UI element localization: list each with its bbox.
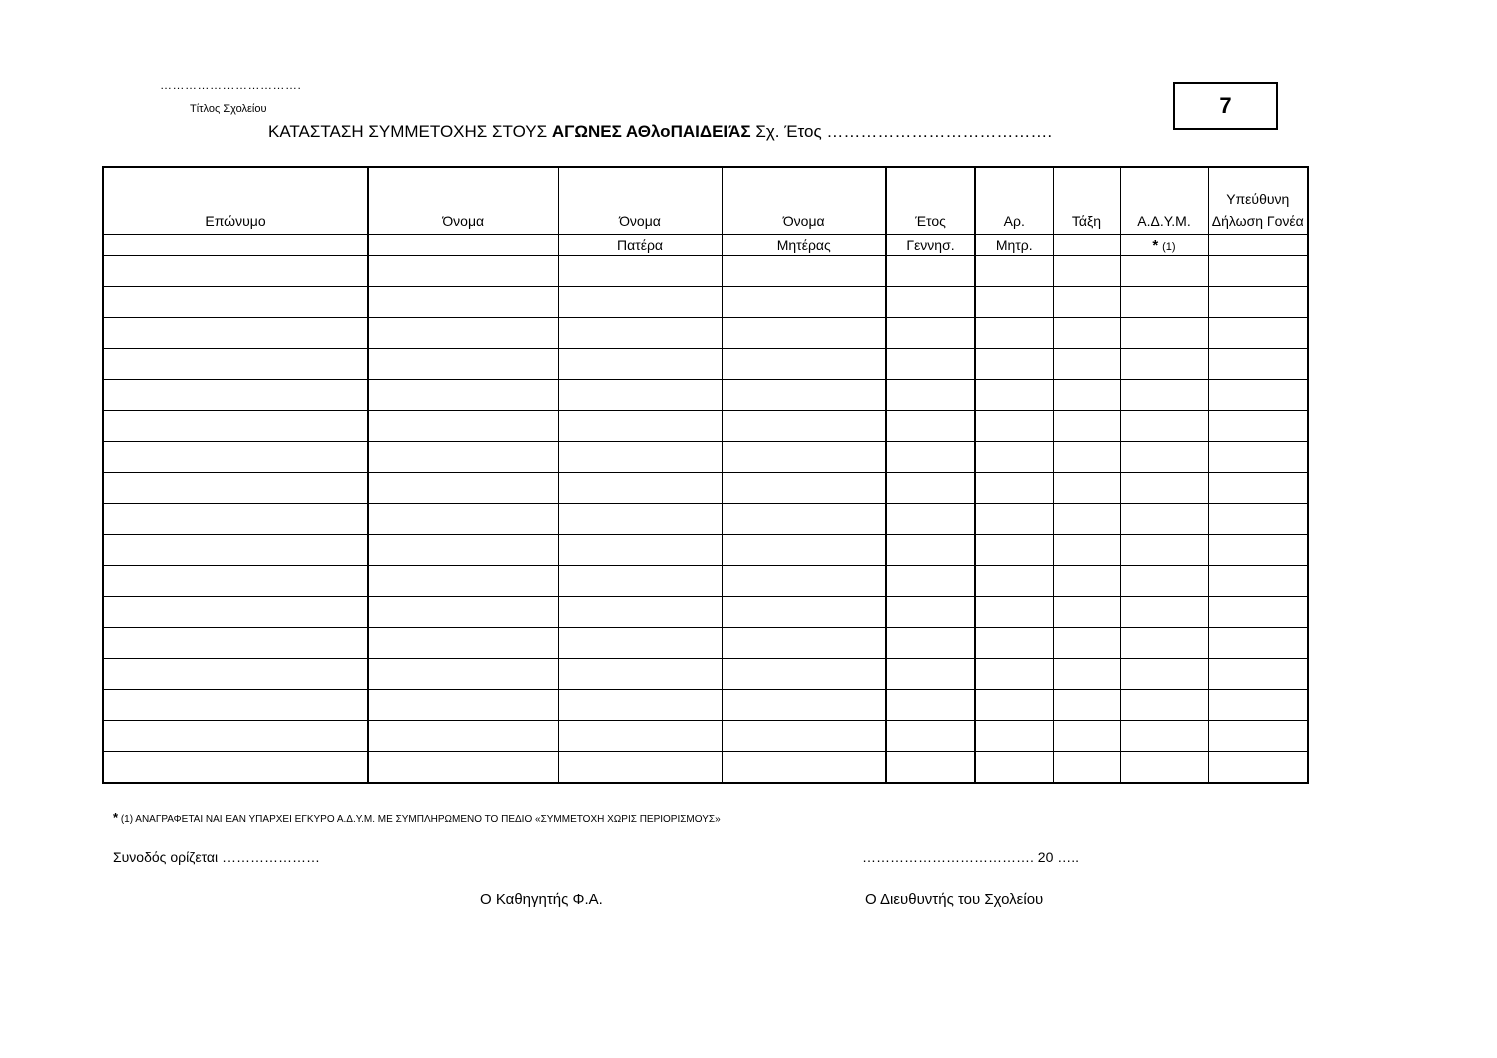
table-cell[interactable] <box>1053 473 1120 504</box>
table-cell[interactable] <box>1120 318 1208 349</box>
table-cell[interactable] <box>1053 411 1120 442</box>
director-signature-label: Ο Διευθυντής του Σχολείου <box>865 891 1044 908</box>
subheader-registry: Μητρ. <box>975 235 1053 256</box>
date-field: ………………………………. 20 ….. <box>862 849 1080 865</box>
table-cell[interactable] <box>103 535 368 566</box>
table-cell[interactable] <box>1120 752 1208 784</box>
table-cell[interactable] <box>1120 721 1208 752</box>
title-bold: ΑΓΩΝΕΣ ΑΘλοΠΑΙΔΕΙΆΣ <box>551 122 751 141</box>
table-cell[interactable] <box>1120 628 1208 659</box>
table-cell[interactable] <box>975 442 1053 473</box>
table-cell[interactable] <box>886 690 975 721</box>
table-cell[interactable] <box>558 504 722 535</box>
subheader-mother: Μητέρας <box>722 235 886 256</box>
table-cell[interactable] <box>103 318 368 349</box>
table-cell[interactable] <box>368 380 558 411</box>
table-cell[interactable] <box>975 349 1053 380</box>
table-cell[interactable] <box>722 442 886 473</box>
table-row <box>103 752 1308 784</box>
table-cell[interactable] <box>558 690 722 721</box>
table-cell[interactable] <box>1053 566 1120 597</box>
table-row <box>103 628 1308 659</box>
table-row <box>103 411 1308 442</box>
table-row <box>103 597 1308 628</box>
table-cell[interactable] <box>558 349 722 380</box>
table-cell[interactable] <box>368 256 558 287</box>
table-cell[interactable] <box>1053 287 1120 318</box>
table-cell[interactable] <box>886 504 975 535</box>
table-cell[interactable] <box>975 504 1053 535</box>
table-cell[interactable] <box>886 318 975 349</box>
table-cell[interactable] <box>1120 473 1208 504</box>
table-cell[interactable] <box>1120 690 1208 721</box>
table-cell[interactable] <box>886 411 975 442</box>
table-cell[interactable] <box>558 287 722 318</box>
table-cell[interactable] <box>886 380 975 411</box>
table-cell[interactable] <box>1208 752 1308 784</box>
table-cell[interactable] <box>722 566 886 597</box>
table-cell[interactable] <box>1120 566 1208 597</box>
table-cell[interactable] <box>1053 442 1120 473</box>
table-cell[interactable] <box>558 411 722 442</box>
table-cell[interactable] <box>1053 318 1120 349</box>
table-cell[interactable] <box>558 473 722 504</box>
table-cell[interactable] <box>103 256 368 287</box>
table-cell[interactable] <box>1208 287 1308 318</box>
table-cell[interactable] <box>368 752 558 784</box>
table-row <box>103 473 1308 504</box>
table-cell[interactable] <box>722 597 886 628</box>
table-cell[interactable] <box>722 473 886 504</box>
table-cell[interactable] <box>558 318 722 349</box>
table-row <box>103 504 1308 535</box>
table-cell[interactable] <box>1120 442 1208 473</box>
table-cell[interactable] <box>1208 380 1308 411</box>
table-cell[interactable] <box>368 504 558 535</box>
table-cell[interactable] <box>368 721 558 752</box>
table-cell[interactable] <box>103 504 368 535</box>
table-cell[interactable] <box>886 442 975 473</box>
table-row <box>103 349 1308 380</box>
table-cell[interactable] <box>1120 597 1208 628</box>
table-cell[interactable] <box>103 752 368 784</box>
table-row <box>103 659 1308 690</box>
table-row <box>103 566 1308 597</box>
table-cell[interactable] <box>722 721 886 752</box>
school-name-placeholder: ……………………………. <box>160 78 302 92</box>
header-row-sub <box>103 235 1308 256</box>
table-cell[interactable] <box>975 597 1053 628</box>
table-cell[interactable] <box>886 535 975 566</box>
adym-note: (1) <box>1162 240 1176 253</box>
table-cell[interactable] <box>368 411 558 442</box>
table-cell[interactable] <box>103 566 368 597</box>
title-prefix: ΚΑΤΑΣΤΑΣΗ ΣΥΜΜΕΤΟΧΗΣ ΣΤΟΥΣ <box>268 122 552 141</box>
table-cell[interactable] <box>1208 721 1308 752</box>
table-cell[interactable] <box>103 659 368 690</box>
table-cell[interactable] <box>558 442 722 473</box>
header-parent-declaration: Υπεύθυνη Δήλωση Γονέα <box>1208 167 1308 235</box>
table-cell[interactable] <box>886 349 975 380</box>
table-cell[interactable] <box>722 535 886 566</box>
table-cell[interactable] <box>975 752 1053 784</box>
table-cell[interactable] <box>975 256 1053 287</box>
header-class: Τάξη <box>1053 167 1120 235</box>
table-cell[interactable] <box>558 566 722 597</box>
table-row <box>103 380 1308 411</box>
footnote <box>113 810 721 825</box>
header-birth-year: Έτος <box>886 167 975 235</box>
table-cell[interactable] <box>1120 287 1208 318</box>
table-cell[interactable] <box>1208 504 1308 535</box>
header-father-name: Όνομα <box>558 167 722 235</box>
form-number-box: 7 <box>1173 82 1278 130</box>
table-cell[interactable] <box>558 597 722 628</box>
subheader-declaration <box>1208 235 1308 256</box>
table-cell[interactable] <box>1053 752 1120 784</box>
table-cell[interactable] <box>368 473 558 504</box>
table-cell[interactable] <box>1120 659 1208 690</box>
table-cell[interactable] <box>1208 659 1308 690</box>
table-cell[interactable] <box>1053 659 1120 690</box>
header-first-name: Όνομα <box>368 167 558 235</box>
table-cell[interactable] <box>886 256 975 287</box>
subheader-adym <box>1120 235 1208 256</box>
table-cell[interactable] <box>1208 628 1308 659</box>
table-cell[interactable] <box>1053 628 1120 659</box>
table-cell[interactable] <box>886 597 975 628</box>
table-cell[interactable] <box>886 287 975 318</box>
adym-star: * <box>1152 236 1159 254</box>
table-cell[interactable] <box>558 380 722 411</box>
footnote-star: * <box>113 810 119 825</box>
table-cell[interactable] <box>1053 721 1120 752</box>
table-cell[interactable] <box>886 752 975 784</box>
table-cell[interactable] <box>1120 535 1208 566</box>
table-cell[interactable] <box>103 287 368 318</box>
subheader-father: Πατέρα <box>558 235 722 256</box>
table-cell[interactable] <box>886 473 975 504</box>
table-cell[interactable] <box>975 380 1053 411</box>
table-cell[interactable] <box>886 659 975 690</box>
table-row <box>103 256 1308 287</box>
table-cell[interactable] <box>886 628 975 659</box>
table-cell[interactable] <box>368 287 558 318</box>
subheader-first-name <box>368 235 558 256</box>
table-cell[interactable] <box>1208 566 1308 597</box>
table-cell[interactable] <box>975 721 1053 752</box>
table-cell[interactable] <box>975 473 1053 504</box>
table-cell[interactable] <box>103 473 368 504</box>
title-suffix: Σχ. Έτος …………………………………. <box>750 122 1053 141</box>
document-title <box>268 122 1052 142</box>
subheader-class <box>1053 235 1120 256</box>
table-cell[interactable] <box>368 442 558 473</box>
table-cell[interactable] <box>368 318 558 349</box>
header-mother-name: Όνομα <box>722 167 886 235</box>
table-cell[interactable] <box>368 659 558 690</box>
table-cell[interactable] <box>558 628 722 659</box>
table-cell[interactable] <box>722 628 886 659</box>
table-cell[interactable] <box>1208 411 1308 442</box>
table-cell[interactable] <box>1120 411 1208 442</box>
table-cell[interactable] <box>975 566 1053 597</box>
subheader-birth: Γεννησ. <box>886 235 975 256</box>
table-cell[interactable] <box>368 349 558 380</box>
table-cell[interactable] <box>558 752 722 784</box>
table-row <box>103 287 1308 318</box>
table-cell[interactable] <box>722 256 886 287</box>
header-adym: Α.Δ.Υ.Μ. <box>1120 167 1208 235</box>
table-cell[interactable] <box>1208 442 1308 473</box>
header-row-main <box>103 167 1308 235</box>
table-cell[interactable] <box>1208 597 1308 628</box>
teacher-signature-label: Ο Καθηγητής Φ.Α. <box>480 891 603 908</box>
table-cell[interactable] <box>103 690 368 721</box>
table-cell[interactable] <box>103 380 368 411</box>
table-cell[interactable] <box>1053 597 1120 628</box>
table-cell[interactable] <box>722 380 886 411</box>
table-cell[interactable] <box>1053 690 1120 721</box>
table-cell[interactable] <box>722 349 886 380</box>
table-cell[interactable] <box>1120 504 1208 535</box>
table-cell[interactable] <box>1120 380 1208 411</box>
table-cell[interactable] <box>1208 473 1308 504</box>
table-cell[interactable] <box>1053 380 1120 411</box>
table-cell[interactable] <box>1053 535 1120 566</box>
table-cell[interactable] <box>1053 256 1120 287</box>
table-cell[interactable] <box>722 287 886 318</box>
table-cell[interactable] <box>368 566 558 597</box>
table-row <box>103 535 1308 566</box>
header-surname: Επώνυμο <box>103 167 368 235</box>
table-cell[interactable] <box>558 535 722 566</box>
table-cell[interactable] <box>1208 535 1308 566</box>
table-cell[interactable] <box>558 721 722 752</box>
table-cell[interactable] <box>886 721 975 752</box>
footnote-text: (1) ΑΝΑΓΡΑΦΕΤΑΙ ΝΑΙ ΕΑΝ ΥΠΑΡΧΕΙ ΕΓΚΥΡΟ Α.Δ.Υ.Μ. ΜΕ ΣΥΜΠΛΗΡΩΜΕΝΟ ΤΟ ΠΕΔΙΟ «ΣΥΜΜΕΤΟΧΗ ΧΩΡΙΣ ΠΕΡΙΟΡΙΣΜΟΥΣ» <box>118 814 721 825</box>
table-cell[interactable] <box>722 752 886 784</box>
table-cell[interactable] <box>558 659 722 690</box>
table-cell[interactable] <box>368 628 558 659</box>
table-cell[interactable] <box>103 597 368 628</box>
table-cell[interactable] <box>368 690 558 721</box>
participation-table <box>102 166 1309 784</box>
table-cell[interactable] <box>1208 690 1308 721</box>
table-cell[interactable] <box>975 411 1053 442</box>
header-registry-number: Αρ. <box>975 167 1053 235</box>
table-cell[interactable] <box>1120 349 1208 380</box>
table-row <box>103 721 1308 752</box>
table-row <box>103 318 1308 349</box>
table-cell[interactable] <box>975 659 1053 690</box>
table-cell[interactable] <box>558 256 722 287</box>
table-cell[interactable] <box>1053 349 1120 380</box>
table-row <box>103 442 1308 473</box>
table-cell[interactable] <box>368 597 558 628</box>
table-cell[interactable] <box>975 287 1053 318</box>
table-cell[interactable] <box>722 411 886 442</box>
table-cell[interactable] <box>1208 256 1308 287</box>
escort-field: Συνοδός ορίζεται ………………… <box>113 849 321 865</box>
table-cell[interactable] <box>975 690 1053 721</box>
table-cell[interactable] <box>722 690 886 721</box>
table-cell[interactable] <box>103 411 368 442</box>
table-cell[interactable] <box>1208 349 1308 380</box>
table-cell[interactable] <box>722 504 886 535</box>
table-row <box>103 690 1308 721</box>
table-cell[interactable] <box>1053 504 1120 535</box>
school-title-label: Τίτλος Σχολείου <box>190 103 267 115</box>
subheader-surname <box>103 235 368 256</box>
table-cell[interactable] <box>722 659 886 690</box>
table-cell[interactable] <box>103 721 368 752</box>
table-cell[interactable] <box>103 442 368 473</box>
table-cell[interactable] <box>975 318 1053 349</box>
table-cell[interactable] <box>1208 318 1308 349</box>
table-cell[interactable] <box>1120 256 1208 287</box>
table-cell[interactable] <box>886 566 975 597</box>
table-cell[interactable] <box>722 318 886 349</box>
table-cell[interactable] <box>975 628 1053 659</box>
table-cell[interactable] <box>975 535 1053 566</box>
table-cell[interactable] <box>103 628 368 659</box>
table-cell[interactable] <box>368 535 558 566</box>
table-cell[interactable] <box>103 349 368 380</box>
